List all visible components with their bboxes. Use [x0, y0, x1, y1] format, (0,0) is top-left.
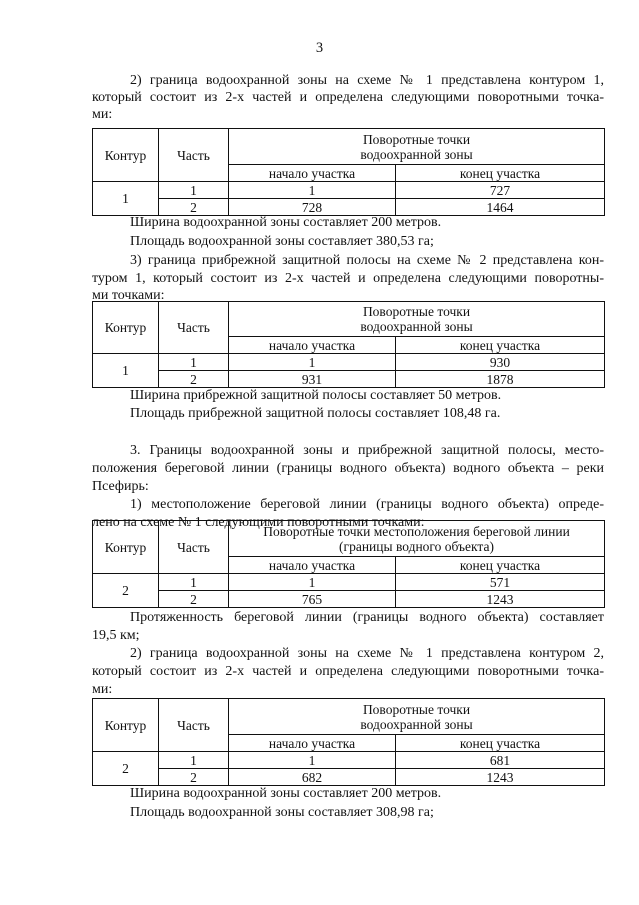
- cell-part: 1: [159, 752, 229, 769]
- cell-start: 682: [229, 769, 396, 786]
- cell-end: 930: [396, 354, 605, 371]
- header-end: конец участка: [396, 337, 605, 354]
- cell-start: 931: [229, 371, 396, 388]
- paragraph-line: ми:: [92, 107, 113, 122]
- header-start: начало участка: [229, 735, 396, 752]
- page-number: 3: [315, 40, 324, 56]
- cell-end: 1878: [396, 371, 605, 388]
- header-part: Часть: [159, 302, 229, 354]
- paragraph-line: Ширина водоохранной зоны составляет 200 метров.: [130, 786, 442, 801]
- turning-points-table-3: [92, 520, 605, 608]
- header-end: конец участка: [396, 735, 605, 752]
- cell-part: 2: [159, 591, 229, 608]
- cell-start: 765: [229, 591, 396, 608]
- paragraph-line: туром 1, который состоит из 2-х частей и определена следующими поворотны-: [92, 271, 604, 286]
- cell-part: 1: [159, 354, 229, 371]
- paragraph-line: 2) граница водоохранной зоны на схеме № 1 представлена контуром 2,: [130, 646, 604, 661]
- turning-points-table-1: [92, 128, 605, 216]
- header-turning-points: Поворотные точки водоохранной зоны: [229, 699, 605, 735]
- turning-points-table-2: [92, 301, 605, 388]
- header-start: начало участка: [229, 337, 396, 354]
- cell-end: 571: [396, 574, 605, 591]
- cell-part: 2: [159, 769, 229, 786]
- header-turning-points: Поворотные точки водоохранной зоны: [229, 302, 605, 337]
- header-part: Часть: [159, 521, 229, 574]
- cell-part: 2: [159, 199, 229, 216]
- cell-end: 681: [396, 752, 605, 769]
- cell-start: 1: [229, 752, 396, 769]
- paragraph-line: лено на схеме № 1 следующими поворотными точками:: [92, 515, 425, 530]
- cell-part: 1: [159, 182, 229, 199]
- section-heading-line: положения береговой линии (границы водного объекта) водного объекта – реки: [92, 461, 604, 476]
- header-contour: Контур: [93, 302, 159, 354]
- paragraph-line: 19,5 км;: [92, 628, 140, 643]
- cell-start: 1: [229, 574, 396, 591]
- cell-start: 1: [229, 182, 396, 199]
- cell-end: 1243: [396, 591, 605, 608]
- header-turning-points: Поворотные точки местоположения береговой линии (границы водного объекта): [229, 521, 605, 557]
- header-start: начало участка: [229, 557, 396, 574]
- cell-contour: 1: [93, 354, 159, 388]
- paragraph-line: 1) местоположение береговой линии (границы водного объекта) опреде-: [130, 497, 604, 512]
- header-contour: Контур: [93, 521, 159, 574]
- header-contour: Контур: [93, 129, 159, 182]
- header-contour: Контур: [93, 699, 159, 752]
- paragraph-line: ми точками:: [92, 288, 165, 303]
- cell-start: 1: [229, 354, 396, 371]
- paragraph-line: который состоит из 2-х частей и определена следующими поворотными точка-: [92, 90, 604, 105]
- cell-end: 1464: [396, 199, 605, 216]
- cell-part: 1: [159, 574, 229, 591]
- header-part: Часть: [159, 129, 229, 182]
- cell-contour: 2: [93, 752, 159, 786]
- cell-end: 727: [396, 182, 605, 199]
- paragraph-line: Площадь водоохранной зоны составляет 308,98 га;: [130, 805, 434, 820]
- paragraph-line: 3) граница прибрежной защитной полосы на схеме № 2 представлена кон-: [130, 253, 604, 268]
- header-start: начало участка: [229, 165, 396, 182]
- section-heading-line: Псефирь:: [92, 479, 149, 494]
- paragraph-line: Площадь водоохранной зоны составляет 380,53 га;: [130, 234, 434, 249]
- header-part: Часть: [159, 699, 229, 752]
- header-end: конец участка: [396, 557, 605, 574]
- header-end: конец участка: [396, 165, 605, 182]
- cell-part: 2: [159, 371, 229, 388]
- section-heading-line: 3. Границы водоохранной зоны и прибрежной защитной полосы, место-: [130, 443, 604, 458]
- cell-contour: 1: [93, 182, 159, 216]
- paragraph-line: 2) граница водоохранной зоны на схеме № 1 представлена контуром 1,: [130, 73, 604, 88]
- paragraph-line: ми:: [92, 682, 113, 697]
- paragraph-line: Ширина водоохранной зоны составляет 200 метров.: [130, 215, 442, 230]
- turning-points-table-4: [92, 698, 605, 786]
- paragraph-line: который состоит из 2-х частей и определена следующими поворотными точка-: [92, 664, 604, 679]
- paragraph-line: Ширина прибрежной защитной полосы составляет 50 метров.: [130, 388, 502, 403]
- paragraph-line: Протяженность береговой линии (границы водного объекта) составляет: [130, 610, 604, 625]
- cell-start: 728: [229, 199, 396, 216]
- cell-end: 1243: [396, 769, 605, 786]
- header-turning-points: Поворотные точки водоохранной зоны: [229, 129, 605, 165]
- cell-contour: 2: [93, 574, 159, 608]
- paragraph-line: Площадь прибрежной защитной полосы составляет 108,48 га.: [130, 406, 501, 421]
